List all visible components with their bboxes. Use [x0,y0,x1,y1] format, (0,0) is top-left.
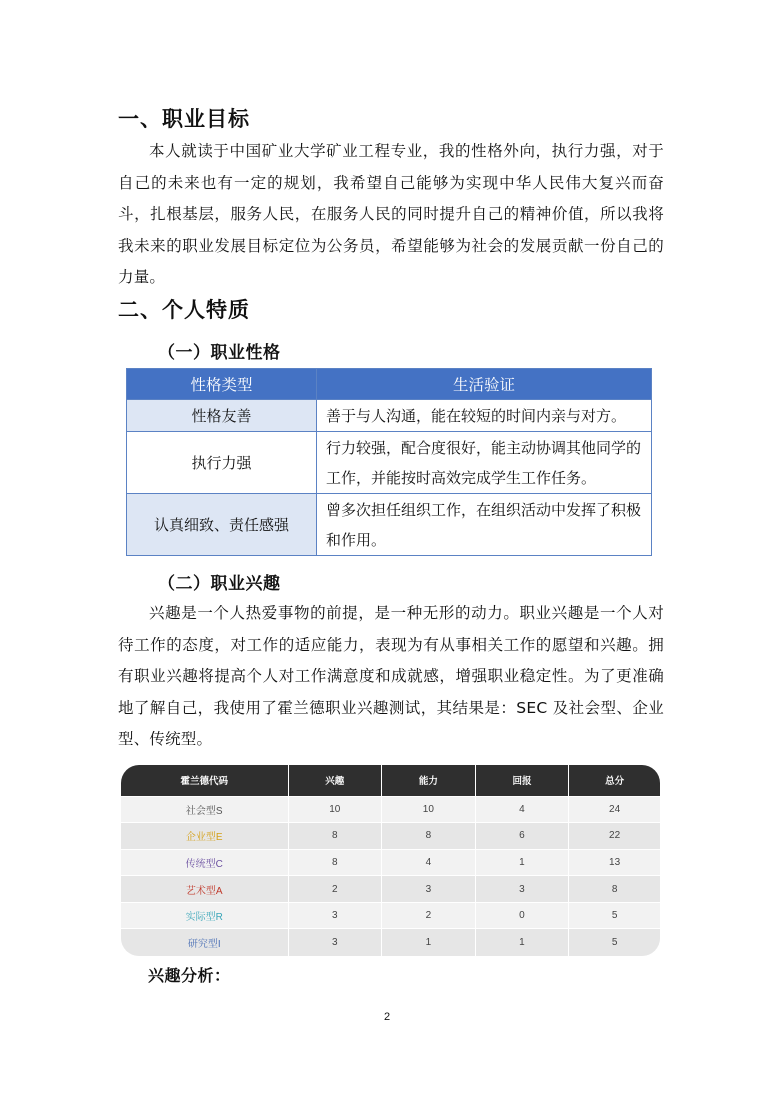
interest-analysis-label: 兴趣分析： [148,966,231,985]
subsection-title-interest: （二）职业兴趣 [158,574,281,594]
reward-score: 1 [475,929,569,956]
reward-score: 4 [475,796,569,823]
interest-paragraph: 兴趣是一个人热爱事物的前提，是一种无形的动力。职业兴趣是一个人对待工作的态度，对工作的适应能力，表现为有从事相关工作的愿望和兴趣。拥有职业兴趣将提高个人对工作满意度和成就感，增强职业稳定性。为了更准确地了解自己，我使用了霍兰德职业兴趣测试，其结果是：SEC 及社会型、企业型、传统型。 [118,604,664,748]
reward-score: 6 [475,823,569,850]
header-evidence: 生活验证 [317,369,652,400]
trait-evidence: 曾多次担任组织工作，在组织活动中发挥了积极和作用。 [317,494,652,556]
trait-evidence: 善于与人沟通，能在较短的时间内亲与对方。 [317,400,652,432]
total-score: 22 [569,823,660,850]
subsection-title-personality: （一）职业性格 [158,343,281,363]
ability-score: 8 [382,823,476,850]
ability-score: 10 [382,796,476,823]
reward-score: 3 [475,876,569,903]
header-total: 总分 [569,765,660,796]
trait-evidence: 行力较强，配合度很好，能主动协调其他同学的工作，并能按时高效完成学生工作任务。 [317,432,652,494]
interest-score: 8 [288,823,382,850]
holland-code: 研究型I [121,929,288,956]
holland-code: 实际型R [121,902,288,929]
reward-score: 0 [475,902,569,929]
trait-type: 性格友善 [127,400,317,432]
personality-table [126,368,652,556]
holland-table [121,765,660,956]
total-score: 13 [569,849,660,876]
ability-score: 1 [382,929,476,956]
table-row [121,849,660,876]
section-title-career-goal: 一、职业目标 [118,107,250,131]
reward-score: 1 [475,849,569,876]
table-row [121,929,660,956]
ability-score: 2 [382,902,476,929]
section-title-personal-traits: 二、个人特质 [118,298,250,322]
holland-code: 传统型C [121,849,288,876]
table-row [121,823,660,850]
table-row [127,400,652,432]
interest-score: 2 [288,876,382,903]
header-code: 霍兰德代码 [121,765,288,796]
table-row [127,494,652,556]
table-row [121,796,660,823]
holland-table-image [121,765,660,956]
interest-score: 8 [288,849,382,876]
career-goal-paragraph: 本人就读于中国矿业大学矿业工程专业，我的性格外向，执行力强，对于自己的未来也有一定的规划，我希望自己能够为实现中华人民伟大复兴而奋斗，扎根基层，服务人民，在服务人民的同时提升自己的精神价值，所以我将我未来的职业发展目标定位为公务员，希望能够为社会的发展贡献一份自己的力量。 [118,142,664,286]
table-row [121,902,660,929]
header-reward: 回报 [475,765,569,796]
total-score: 5 [569,902,660,929]
trait-type: 认真细致、责任感强 [127,494,317,556]
header-ability: 能力 [382,765,476,796]
ability-score: 3 [382,876,476,903]
total-score: 8 [569,876,660,903]
total-score: 5 [569,929,660,956]
table-row [127,432,652,494]
table-row [121,876,660,903]
header-type: 性格类型 [127,369,317,400]
page-number: 2 [383,1011,391,1023]
ability-score: 4 [382,849,476,876]
total-score: 24 [569,796,660,823]
holland-code: 企业型E [121,823,288,850]
table-header-row [121,765,660,796]
table-header-row [127,369,652,400]
interest-score: 3 [288,929,382,956]
holland-code: 艺术型A [121,876,288,903]
trait-type: 执行力强 [127,432,317,494]
interest-score: 3 [288,902,382,929]
holland-code: 社会型S [121,796,288,823]
interest-score: 10 [288,796,382,823]
header-interest: 兴趣 [288,765,382,796]
